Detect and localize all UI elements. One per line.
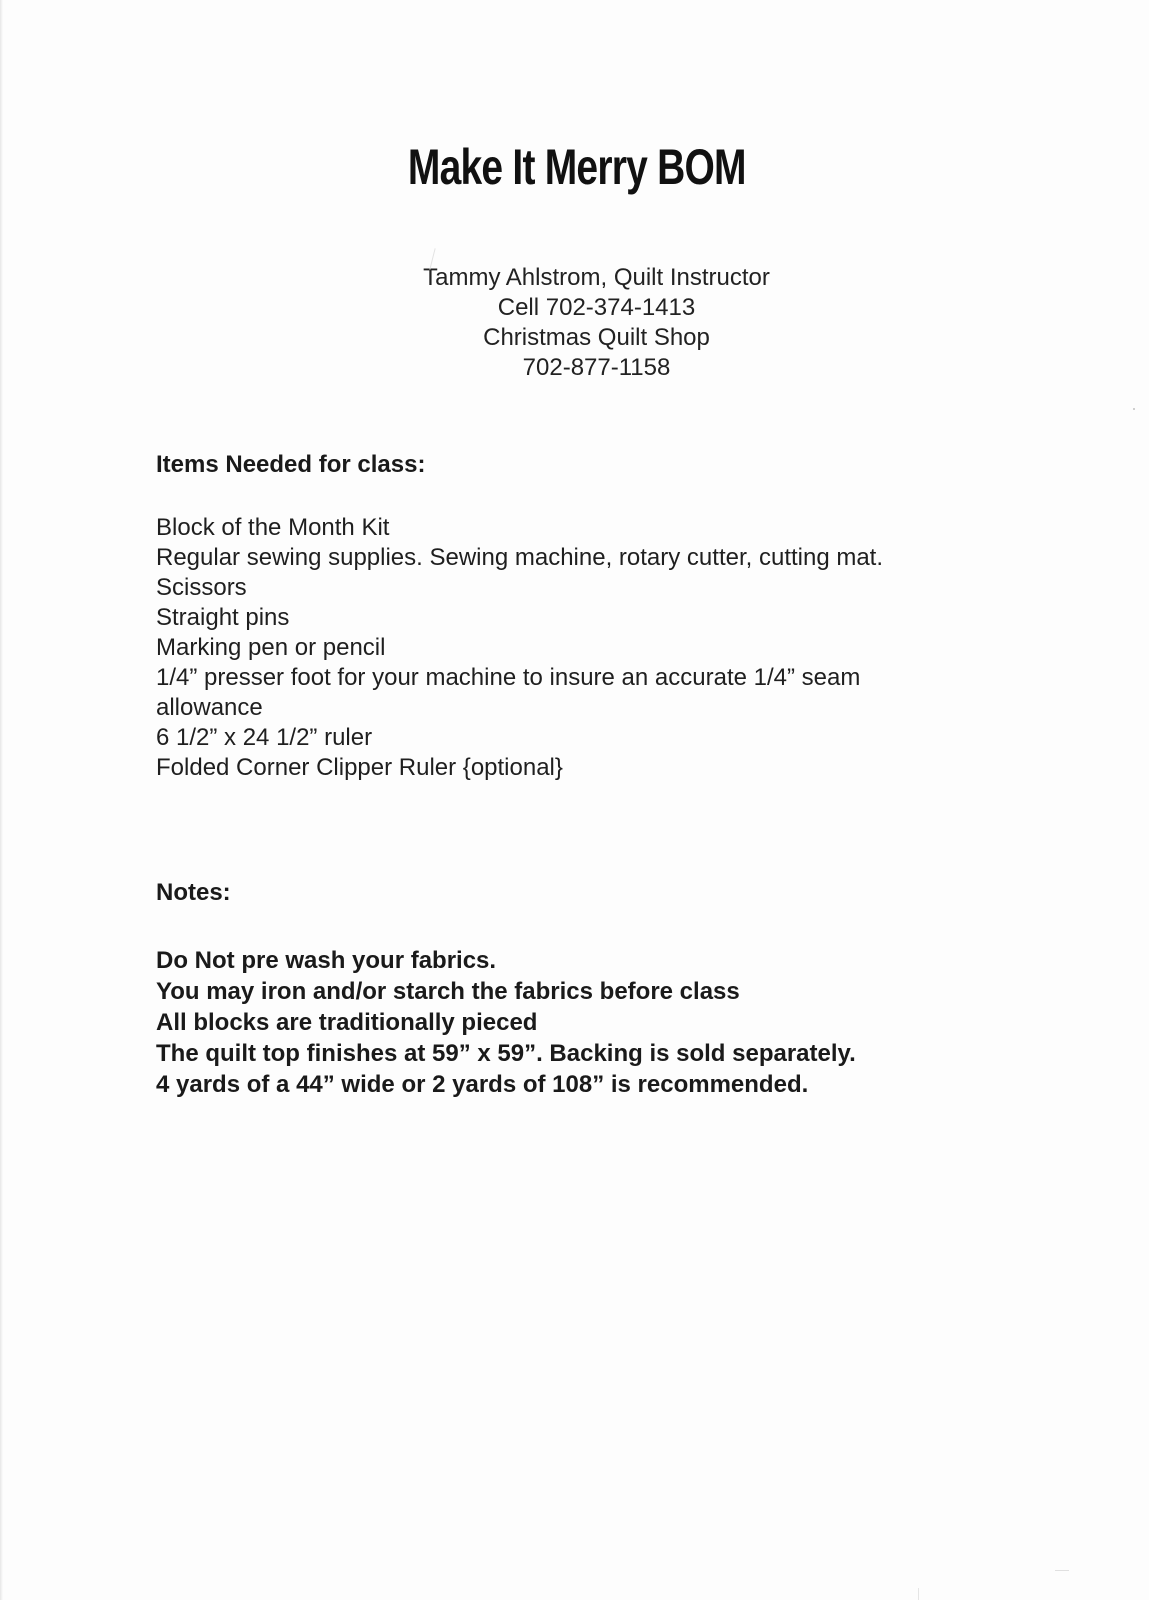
- list-item: 6 1/2” x 24 1/2” ruler: [156, 724, 373, 751]
- list-item: Marking pen or pencil: [156, 634, 386, 661]
- scan-speck: [918, 1588, 919, 1600]
- scan-speck: [1055, 1570, 1069, 1571]
- note-item: 4 yards of a 44” wide or 2 yards of 108” is recommended.: [156, 1071, 809, 1098]
- note-item: You may iron and/or starch the fabrics before class: [156, 978, 740, 1005]
- scan-speck: [1133, 408, 1135, 410]
- list-item: Block of the Month Kit: [156, 514, 390, 541]
- list-item: Folded Corner Clipper Ruler {optional}: [156, 754, 563, 781]
- list-item: Regular sewing supplies. Sewing machine, rotary cutter, cutting mat.: [156, 544, 884, 571]
- list-item: Scissors: [156, 574, 247, 601]
- list-item: allowance: [156, 694, 263, 721]
- note-item: All blocks are traditionally pieced: [156, 1009, 538, 1036]
- scan-edge: [0, 0, 3, 1600]
- list-item: 1/4” presser foot for your machine to insure an accurate 1/4” seam: [156, 664, 861, 691]
- items-list: [156, 513, 1006, 783]
- items-heading: Items Needed for class:: [156, 451, 426, 478]
- document-title: Make It Merry BOM: [407, 139, 746, 195]
- note-item: Do Not pre wash your fabrics.: [156, 947, 497, 974]
- cell-phone: Cell 702-374-1413: [497, 294, 696, 321]
- contact-block: [0, 263, 1149, 383]
- notes-list: [156, 945, 1006, 1100]
- shop-name: Christmas Quilt Shop: [483, 324, 710, 351]
- list-item: Straight pins: [156, 604, 290, 631]
- instructor-name: Tammy Ahlstrom, Quilt Instructor: [423, 264, 770, 291]
- notes-heading: Notes:: [156, 879, 231, 906]
- note-item: The quilt top finishes at 59” x 59”. Backing is sold separately.: [156, 1040, 856, 1067]
- shop-phone: 702-877-1158: [522, 354, 671, 381]
